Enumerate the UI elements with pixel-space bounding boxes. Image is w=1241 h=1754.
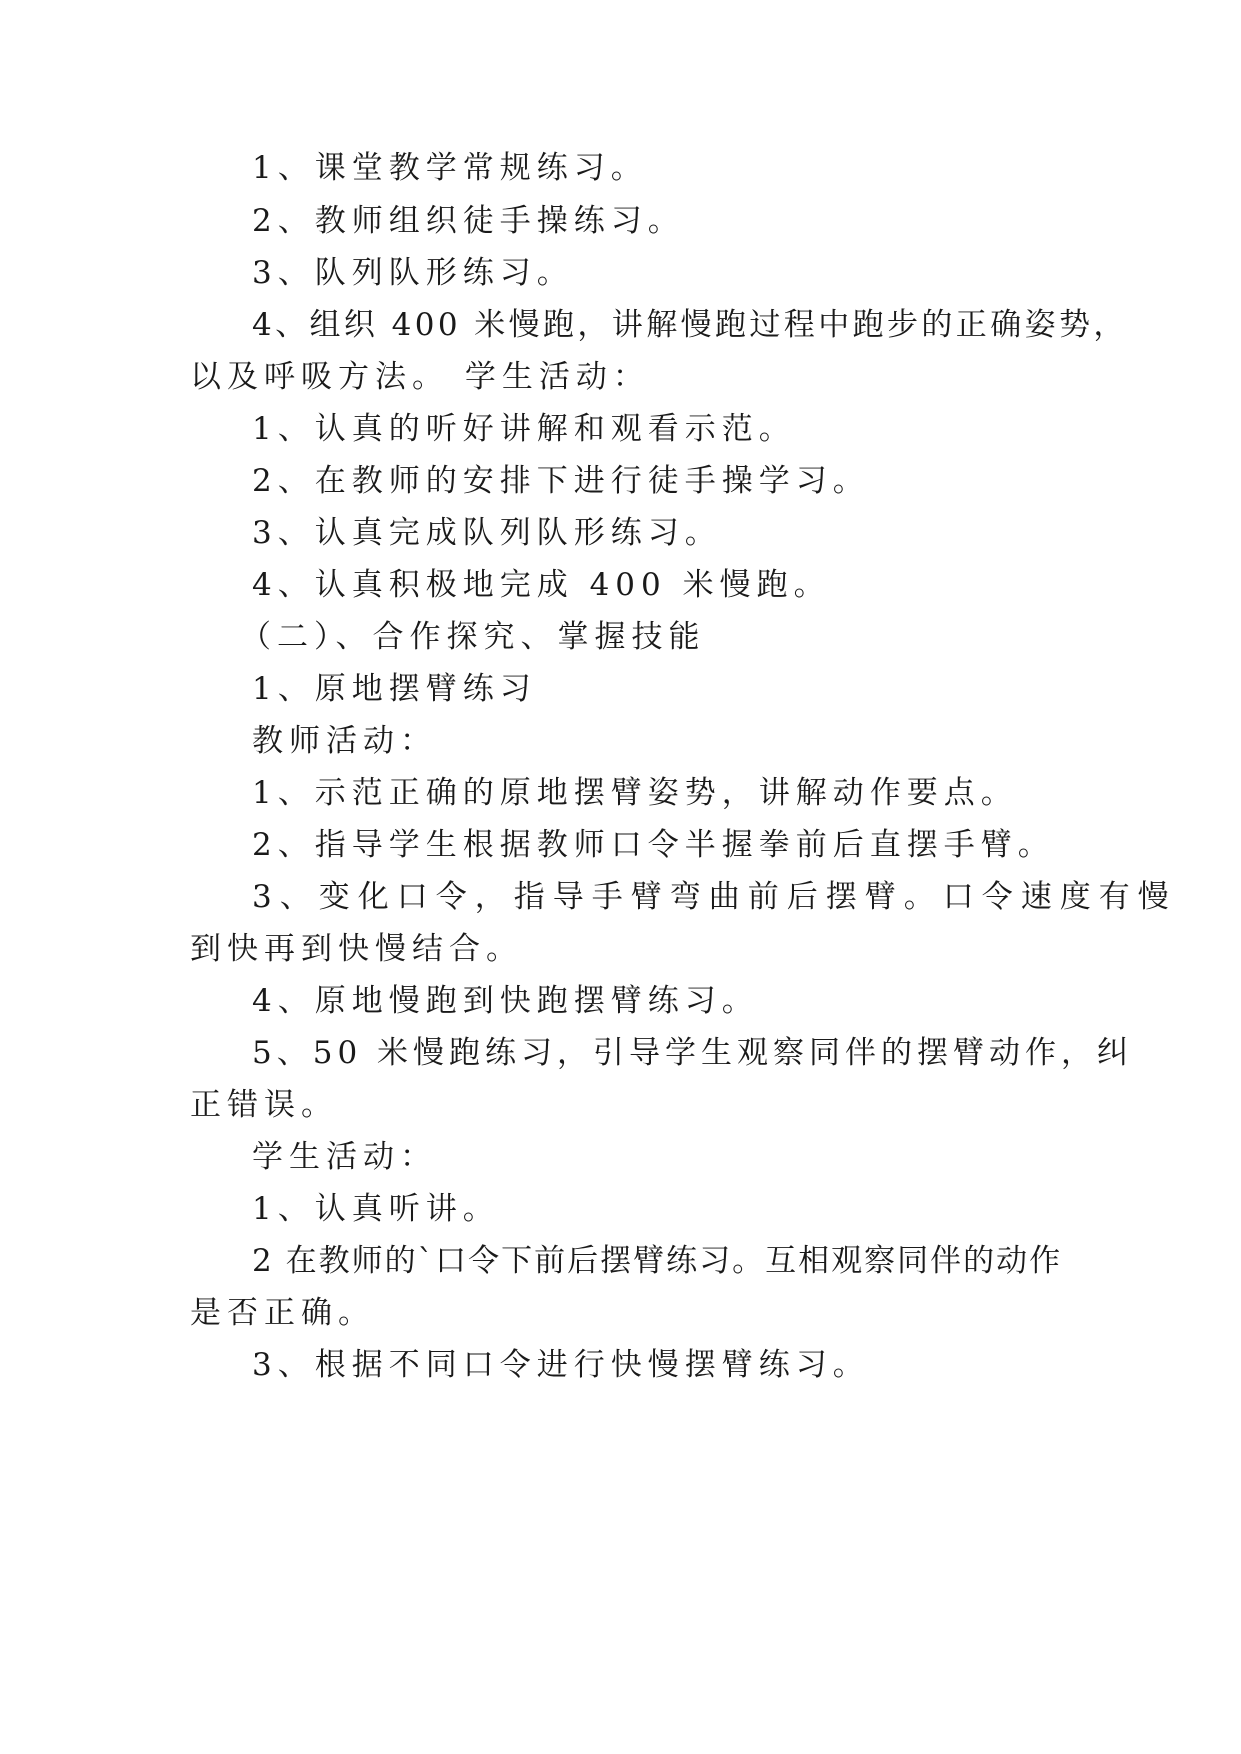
text-line: 5、50 米慢跑练习，引导学生观察同伴的摆臂动作，纠	[252, 1035, 1134, 1071]
text-line: 以及呼吸方法。 学生活动：	[190, 359, 650, 395]
text-line: 3、认真完成队列队形练习。	[252, 515, 722, 551]
text-line: 4、原地慢跑到快跑摆臂练习。	[252, 983, 759, 1019]
text-line: 是否正确。	[190, 1295, 375, 1331]
text-line: 1、认真的听好讲解和观看示范。	[252, 411, 796, 447]
text-line: 3、根据不同口令进行快慢摆臂练习。	[252, 1347, 870, 1383]
text-line: 3、队列队形练习。	[252, 255, 574, 291]
text-line: 1、认真听讲。	[252, 1191, 500, 1227]
text-line: 1、原地摆臂练习	[252, 671, 537, 707]
text-line: 到快再到快慢结合。	[190, 931, 523, 967]
text-line: 正错误。	[190, 1087, 338, 1123]
text-line: 3、变化口令，指导手臂弯曲前后摆臂。口令速度有慢	[252, 879, 1177, 915]
text-line: 2、在教师的安排下进行徒手操学习。	[252, 463, 870, 499]
text-line: 学生活动：	[252, 1139, 437, 1175]
text-line: 4、组织 400 米慢跑，讲解慢跑过程中跑步的正确姿势，	[252, 307, 1128, 343]
text-line: 2、指导学生根据教师口令半握拳前后直摆手臂。	[252, 827, 1055, 863]
section-heading: （二）、合作探究、掌握技能	[240, 619, 706, 655]
text-line: 1、示范正确的原地摆臂姿势，讲解动作要点。	[252, 775, 1018, 811]
text-line: 2 在教师的`口令下前后摆臂练习。互相观察同伴的动作	[252, 1243, 1063, 1279]
text-line: 4、认真积极地完成 400 米慢跑。	[252, 567, 831, 603]
text-line: 2、教师组织徒手操练习。	[252, 203, 685, 239]
text-line: 1、课堂教学常规练习。	[252, 150, 648, 186]
text-line: 教师活动：	[252, 723, 437, 759]
